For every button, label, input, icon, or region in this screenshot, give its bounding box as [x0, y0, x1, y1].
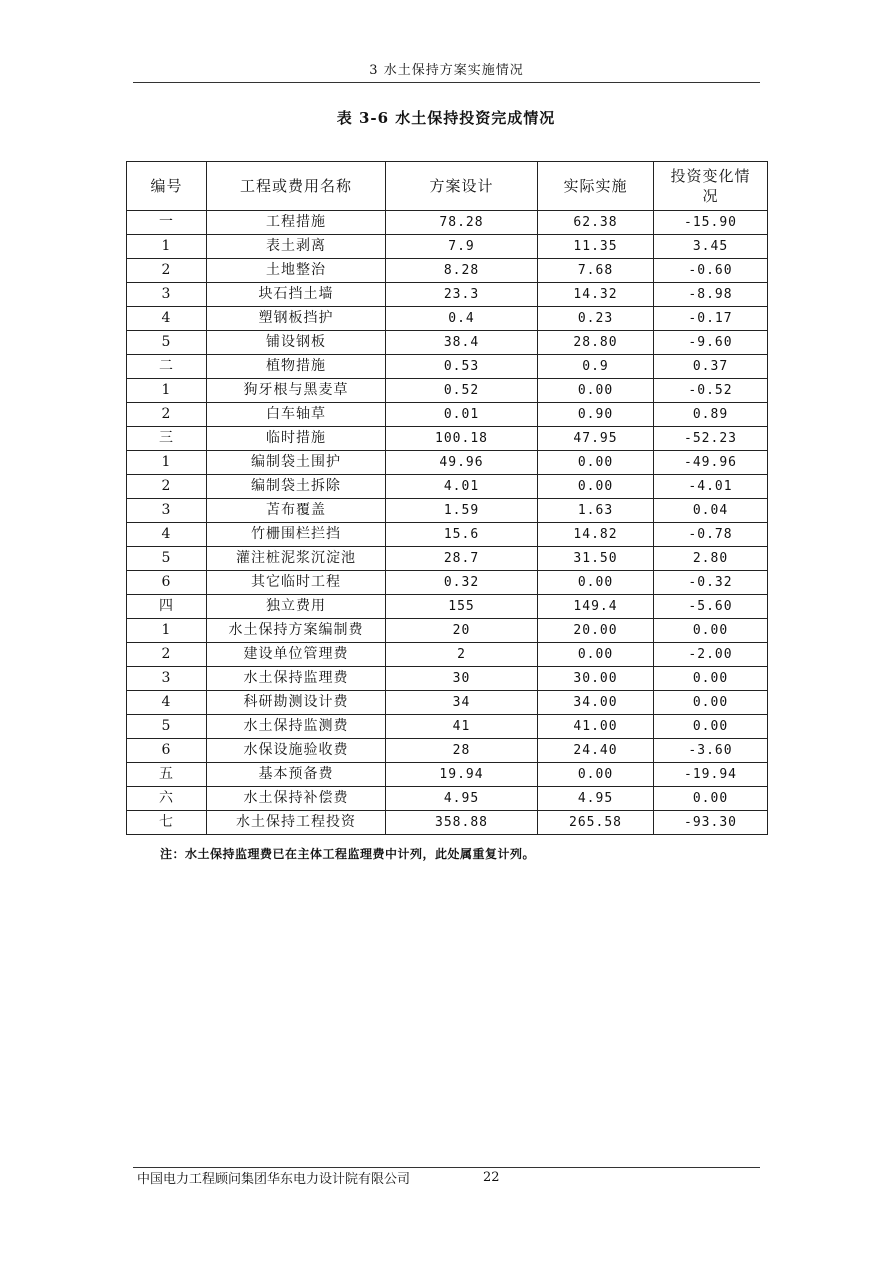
cell-name: 编制袋土围护	[207, 451, 386, 475]
cell-change: -49.96	[654, 451, 768, 475]
cell-id: 1	[127, 235, 207, 259]
col-header-design: 方案设计	[386, 162, 538, 211]
cell-design: 358.88	[386, 811, 538, 835]
cell-id: 四	[127, 595, 207, 619]
cell-change: 0.04	[654, 499, 768, 523]
cell-name: 竹栅围栏拦挡	[207, 523, 386, 547]
cell-id: 六	[127, 787, 207, 811]
cell-design: 4.95	[386, 787, 538, 811]
cell-name: 水土保持补偿费	[207, 787, 386, 811]
cell-name: 水土保持工程投资	[207, 811, 386, 835]
cell-name: 苫布覆盖	[207, 499, 386, 523]
cell-design: 41	[386, 715, 538, 739]
cell-change: 0.00	[654, 787, 768, 811]
cell-id: 2	[127, 403, 207, 427]
table-row	[127, 523, 768, 547]
table-row	[127, 499, 768, 523]
cell-change: -4.01	[654, 475, 768, 499]
cell-change: 3.45	[654, 235, 768, 259]
cell-id: 5	[127, 715, 207, 739]
cell-name: 表土剥离	[207, 235, 386, 259]
cell-name: 塑钢板挡护	[207, 307, 386, 331]
cell-actual: 0.23	[538, 307, 654, 331]
table-row	[127, 259, 768, 283]
cell-actual: 1.63	[538, 499, 654, 523]
cell-actual: 0.00	[538, 451, 654, 475]
cell-design: 19.94	[386, 763, 538, 787]
cell-change: -3.60	[654, 739, 768, 763]
table-row	[127, 787, 768, 811]
cell-name: 块石挡土墙	[207, 283, 386, 307]
cell-id: 3	[127, 499, 207, 523]
footer-company: 中国电力工程顾问集团华东电力设计院有限公司	[137, 1172, 411, 1187]
cell-actual: 149.4	[538, 595, 654, 619]
cell-id: 2	[127, 643, 207, 667]
cell-actual: 14.32	[538, 283, 654, 307]
table-row	[127, 283, 768, 307]
running-header: 3 水土保持方案实施情况	[369, 63, 524, 78]
cell-actual: 24.40	[538, 739, 654, 763]
cell-name: 灌注桩泥浆沉淀池	[207, 547, 386, 571]
cell-design: 20	[386, 619, 538, 643]
header-divider	[133, 82, 760, 83]
cell-change: 0.00	[654, 691, 768, 715]
cell-design: 0.32	[386, 571, 538, 595]
table-row	[127, 811, 768, 835]
cell-id: 2	[127, 259, 207, 283]
table-row	[127, 571, 768, 595]
cell-design: 30	[386, 667, 538, 691]
cell-change: -19.94	[654, 763, 768, 787]
table-row	[127, 691, 768, 715]
cell-design: 8.28	[386, 259, 538, 283]
cell-design: 0.4	[386, 307, 538, 331]
table-row	[127, 379, 768, 403]
cell-actual: 265.58	[538, 811, 654, 835]
cell-actual: 31.50	[538, 547, 654, 571]
cell-design: 23.3	[386, 283, 538, 307]
cell-design: 0.01	[386, 403, 538, 427]
cell-id: 6	[127, 571, 207, 595]
cell-name: 科研勘测设计费	[207, 691, 386, 715]
cell-design: 155	[386, 595, 538, 619]
cell-actual: 0.9	[538, 355, 654, 379]
cell-name: 水土保持方案编制费	[207, 619, 386, 643]
cell-design: 4.01	[386, 475, 538, 499]
cell-change: -0.52	[654, 379, 768, 403]
cell-change: -52.23	[654, 427, 768, 451]
cell-change: 0.37	[654, 355, 768, 379]
cell-design: 28	[386, 739, 538, 763]
cell-name: 白车轴草	[207, 403, 386, 427]
cell-name: 独立费用	[207, 595, 386, 619]
cell-id: 2	[127, 475, 207, 499]
cell-id: 1	[127, 619, 207, 643]
table-row	[127, 211, 768, 235]
cell-actual: 0.00	[538, 379, 654, 403]
cell-actual: 11.35	[538, 235, 654, 259]
cell-design: 100.18	[386, 427, 538, 451]
table-caption: 表 3-6 水土保持投资完成情况	[336, 109, 556, 127]
cell-design: 2	[386, 643, 538, 667]
cell-actual: 30.00	[538, 667, 654, 691]
table-note: 注：水土保持监理费已在主体工程监理费中计列，此处属重复计列。	[160, 847, 536, 861]
cell-change: -0.17	[654, 307, 768, 331]
cell-design: 0.52	[386, 379, 538, 403]
cell-id: 4	[127, 523, 207, 547]
cell-name: 工程措施	[207, 211, 386, 235]
table-body	[127, 211, 768, 835]
cell-actual: 47.95	[538, 427, 654, 451]
table-row	[127, 667, 768, 691]
table-row	[127, 739, 768, 763]
col-header-change: 投资变化情况	[654, 162, 768, 211]
cell-design: 34	[386, 691, 538, 715]
cell-change: -93.30	[654, 811, 768, 835]
cell-design: 7.9	[386, 235, 538, 259]
cell-id: 七	[127, 811, 207, 835]
table-row	[127, 235, 768, 259]
cell-id: 1	[127, 379, 207, 403]
cell-id: 三	[127, 427, 207, 451]
table-header-row	[127, 162, 768, 211]
cell-id: 4	[127, 691, 207, 715]
cell-change: -5.60	[654, 595, 768, 619]
cell-id: 4	[127, 307, 207, 331]
cell-change: -15.90	[654, 211, 768, 235]
table-row	[127, 547, 768, 571]
cell-name: 编制袋土拆除	[207, 475, 386, 499]
cell-actual: 0.00	[538, 475, 654, 499]
cell-name: 基本预备费	[207, 763, 386, 787]
cell-change: 0.00	[654, 619, 768, 643]
cell-name: 水土保持监理费	[207, 667, 386, 691]
table-row	[127, 475, 768, 499]
cell-change: 0.89	[654, 403, 768, 427]
footer-divider	[133, 1167, 760, 1168]
cell-actual: 62.38	[538, 211, 654, 235]
cell-change: 0.00	[654, 715, 768, 739]
cell-name: 临时措施	[207, 427, 386, 451]
cell-design: 28.7	[386, 547, 538, 571]
cell-change: -2.00	[654, 643, 768, 667]
cell-actual: 41.00	[538, 715, 654, 739]
cell-design: 78.28	[386, 211, 538, 235]
table-row	[127, 355, 768, 379]
col-header-actual: 实际实施	[538, 162, 654, 211]
investment-table	[126, 161, 768, 835]
cell-actual: 7.68	[538, 259, 654, 283]
cell-name: 建设单位管理费	[207, 643, 386, 667]
cell-id: 5	[127, 331, 207, 355]
table-row	[127, 595, 768, 619]
page-number: 22	[483, 1170, 500, 1185]
cell-design: 49.96	[386, 451, 538, 475]
cell-actual: 4.95	[538, 787, 654, 811]
table-row	[127, 643, 768, 667]
cell-actual: 0.90	[538, 403, 654, 427]
table-row	[127, 331, 768, 355]
cell-design: 15.6	[386, 523, 538, 547]
cell-change: -0.32	[654, 571, 768, 595]
cell-name: 其它临时工程	[207, 571, 386, 595]
cell-id: 3	[127, 283, 207, 307]
cell-name: 水土保持监测费	[207, 715, 386, 739]
cell-change: 2.80	[654, 547, 768, 571]
col-header-name: 工程或费用名称	[207, 162, 386, 211]
cell-id: 6	[127, 739, 207, 763]
cell-change: 0.00	[654, 667, 768, 691]
cell-id: 5	[127, 547, 207, 571]
cell-name: 铺设钢板	[207, 331, 386, 355]
cell-change: -9.60	[654, 331, 768, 355]
cell-id: 1	[127, 451, 207, 475]
table-row	[127, 715, 768, 739]
cell-design: 1.59	[386, 499, 538, 523]
table-row	[127, 403, 768, 427]
table-row	[127, 427, 768, 451]
cell-design: 38.4	[386, 331, 538, 355]
cell-id: 一	[127, 211, 207, 235]
cell-id: 二	[127, 355, 207, 379]
cell-change: -8.98	[654, 283, 768, 307]
cell-name: 植物措施	[207, 355, 386, 379]
col-header-id: 编号	[127, 162, 207, 211]
cell-change: -0.78	[654, 523, 768, 547]
cell-actual: 20.00	[538, 619, 654, 643]
table-row	[127, 451, 768, 475]
cell-name: 狗牙根与黑麦草	[207, 379, 386, 403]
cell-design: 0.53	[386, 355, 538, 379]
cell-name: 土地整治	[207, 259, 386, 283]
cell-name: 水保设施验收费	[207, 739, 386, 763]
cell-actual: 0.00	[538, 643, 654, 667]
table-row	[127, 619, 768, 643]
cell-actual: 28.80	[538, 331, 654, 355]
cell-actual: 34.00	[538, 691, 654, 715]
cell-actual: 0.00	[538, 571, 654, 595]
table-row	[127, 763, 768, 787]
cell-id: 3	[127, 667, 207, 691]
cell-actual: 14.82	[538, 523, 654, 547]
cell-change: -0.60	[654, 259, 768, 283]
table-row	[127, 307, 768, 331]
cell-id: 五	[127, 763, 207, 787]
cell-actual: 0.00	[538, 763, 654, 787]
